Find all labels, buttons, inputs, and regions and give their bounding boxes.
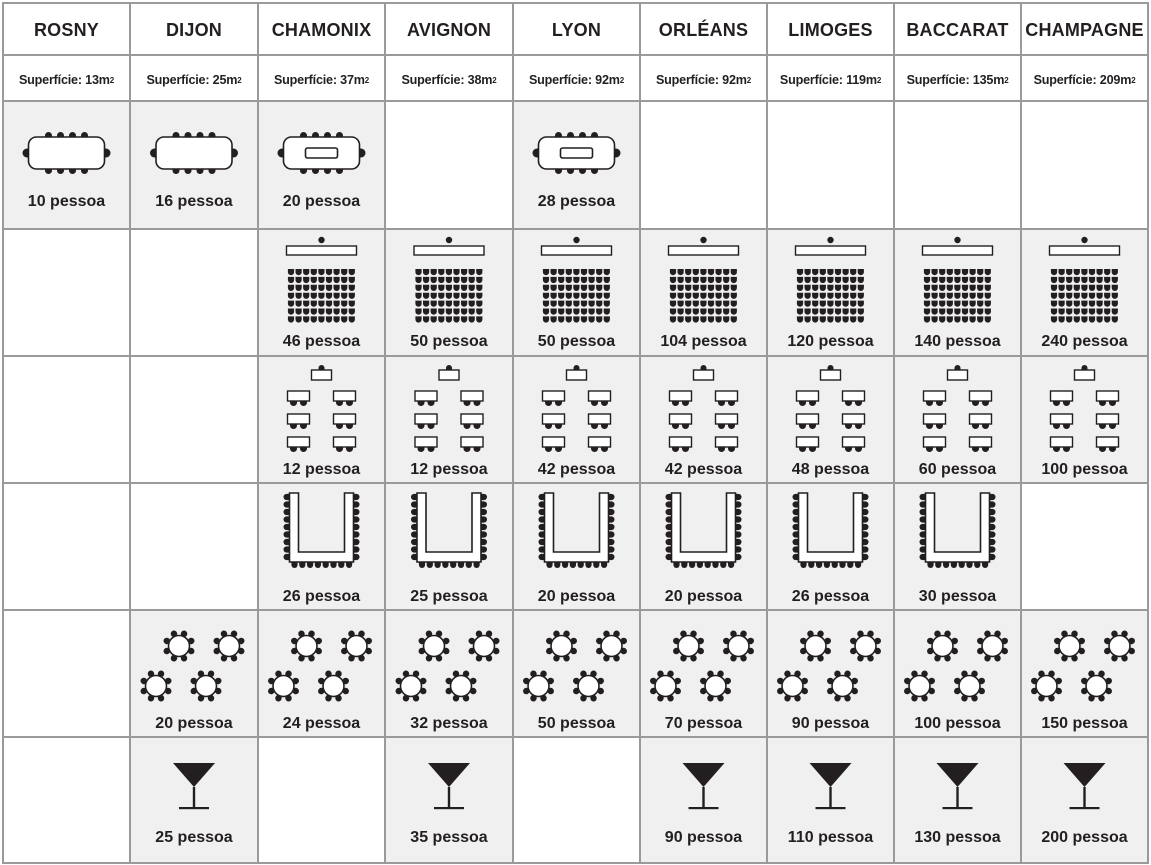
- capacity-unit: pessoa: [305, 193, 361, 210]
- surface-unit: m: [1120, 73, 1132, 87]
- layout-cell-cocktail: [894, 737, 1021, 863]
- capacity-label: [767, 715, 894, 733]
- room-name: AVIGNON: [406, 19, 492, 40]
- capacity-unit: pessoa: [1072, 461, 1128, 478]
- layout-cell-boardroom: [894, 101, 1021, 229]
- layout-cell-banquet: [1021, 610, 1148, 737]
- layout-cell-theatre: [130, 229, 258, 356]
- capacity-unit: pessoa: [945, 333, 1001, 350]
- capacity-unit: pessoa: [305, 333, 361, 350]
- surface-label: Superfície:: [528, 73, 592, 87]
- surface-label: Superfície:: [18, 73, 82, 87]
- room-surface: [767, 57, 894, 103]
- surface-value: 92: [722, 73, 736, 87]
- surface-value: 25: [212, 73, 227, 87]
- layout-cell-cocktail: [3, 737, 130, 863]
- capacity-unit: pessoa: [177, 829, 233, 846]
- grid-line-horizontal: [2, 736, 1149, 738]
- surface-label: Superfície:: [1033, 73, 1097, 87]
- layout-cell-theatre: [258, 229, 385, 356]
- room-name: BACCARAT: [906, 19, 1009, 40]
- layout-cell-banquet: [513, 610, 640, 737]
- capacity-label: [1021, 829, 1148, 847]
- room-header-limoges: [767, 3, 894, 101]
- surface-unit-exponent: 2: [746, 75, 752, 85]
- capacity-label: [385, 461, 513, 479]
- capacity-label: [640, 461, 767, 479]
- capacity-value: 20: [282, 193, 301, 210]
- capacity-label: [513, 193, 640, 211]
- capacity-unit: pessoa: [1072, 829, 1128, 846]
- capacity-label: [385, 588, 513, 606]
- layout-cell-u-shape: [385, 483, 513, 610]
- capacity-value: 110: [787, 829, 814, 846]
- capacity-value: 20: [155, 715, 174, 732]
- layout-cell-boardroom: [767, 101, 894, 229]
- layout-cell-theatre: [385, 229, 513, 356]
- layout-cell-u-shape: [767, 483, 894, 610]
- layout-cell-cocktail: [513, 737, 640, 863]
- capacity-value: 90: [791, 715, 810, 732]
- layout-cell-boardroom: [3, 101, 130, 229]
- capacity-unit: pessoa: [814, 461, 870, 478]
- layout-cell-banquet: [767, 610, 894, 737]
- room-header-rosny: [3, 3, 130, 101]
- surface-unit: m: [226, 73, 238, 87]
- layout-cell-classroom: [894, 356, 1021, 483]
- grid-line-vertical: [2, 2, 4, 864]
- surface-value: 119: [846, 73, 866, 87]
- layout-cell-u-shape: [130, 483, 258, 610]
- capacity-label: [513, 333, 640, 351]
- capacity-unit: pessoa: [560, 333, 616, 350]
- surface-unit: m: [481, 73, 493, 87]
- capacity-value: 24: [282, 715, 301, 732]
- surface-value: 92: [595, 73, 609, 87]
- capacity-value: 25: [155, 829, 174, 846]
- grid-line-horizontal: [2, 100, 1149, 102]
- surface-value: 209: [1099, 73, 1121, 87]
- capacity-unit: pessoa: [432, 333, 488, 350]
- capacity-label: [894, 715, 1021, 733]
- capacity-label: [894, 588, 1021, 606]
- surface-value: 135: [972, 73, 994, 87]
- grid-line-vertical: [512, 2, 514, 864]
- room-surface: [1021, 57, 1148, 103]
- capacity-value: 28: [537, 193, 556, 210]
- layout-cell-banquet: [130, 610, 258, 737]
- capacity-value: 42: [664, 461, 683, 478]
- capacity-label: [767, 588, 894, 606]
- layout-cell-classroom: [258, 356, 385, 483]
- room-header-dijon: [130, 3, 258, 101]
- capacity-label: [258, 715, 385, 733]
- capacity-label: [385, 333, 513, 351]
- layout-cell-banquet: [894, 610, 1021, 737]
- room-name: CHAMPAGNE: [1025, 19, 1144, 40]
- layout-cell-u-shape: [3, 483, 130, 610]
- capacity-value: 35: [410, 829, 429, 846]
- room-name: ROSNY: [33, 19, 99, 40]
- capacity-label: [3, 193, 130, 211]
- capacity-value: 100: [1041, 461, 1069, 478]
- capacity-unit: pessoa: [814, 588, 870, 605]
- capacity-unit: pessoa: [50, 193, 106, 210]
- capacity-unit: pessoa: [941, 588, 997, 605]
- capacity-value: 48: [791, 461, 810, 478]
- capacity-label: [130, 715, 258, 733]
- capacity-label: [640, 588, 767, 606]
- capacity-unit: pessoa: [432, 588, 488, 605]
- surface-unit: m: [608, 73, 620, 87]
- capacity-label: [640, 829, 767, 847]
- capacity-value: 60: [918, 461, 937, 478]
- room-surface: [258, 57, 385, 103]
- capacity-unit: pessoa: [687, 715, 743, 732]
- surface-unit-exponent: 2: [237, 75, 242, 85]
- capacity-unit: pessoa: [818, 829, 874, 846]
- surface-value: 13: [85, 73, 99, 87]
- capacity-value: 130: [914, 829, 942, 846]
- capacity-value: 10: [27, 193, 46, 210]
- layout-cell-u-shape: [640, 483, 767, 610]
- room-surface: [130, 57, 258, 103]
- capacity-value: 26: [791, 588, 810, 605]
- grid-line-vertical: [1147, 2, 1149, 864]
- capacity-unit: pessoa: [1072, 715, 1128, 732]
- capacity-unit: pessoa: [691, 333, 747, 350]
- grid-line-vertical: [384, 2, 386, 864]
- capacity-label: [130, 829, 258, 847]
- grid-line-horizontal: [2, 609, 1149, 611]
- capacity-value: 70: [664, 715, 683, 732]
- layout-cell-classroom: [1021, 356, 1148, 483]
- layout-cell-boardroom: [385, 101, 513, 229]
- layout-cell-classroom: [385, 356, 513, 483]
- grid-line-horizontal: [2, 228, 1149, 230]
- capacity-value: 90: [664, 829, 683, 846]
- capacity-label: [513, 588, 640, 606]
- capacity-unit: pessoa: [687, 461, 743, 478]
- capacity-label: [640, 333, 767, 351]
- capacity-label: [767, 829, 894, 847]
- layout-cell-u-shape: [258, 483, 385, 610]
- layout-cell-classroom: [640, 356, 767, 483]
- surface-unit-exponent: 2: [364, 75, 370, 85]
- layout-cell-boardroom: [640, 101, 767, 229]
- surface-label: Superfície:: [655, 73, 719, 87]
- capacity-label: [130, 193, 258, 211]
- grid-line-horizontal: [2, 54, 1149, 56]
- capacity-unit: pessoa: [560, 588, 616, 605]
- capacity-value: 12: [282, 461, 301, 478]
- capacity-unit: pessoa: [560, 461, 616, 478]
- grid-line-vertical: [639, 2, 641, 864]
- capacity-label: [1021, 461, 1148, 479]
- capacity-value: 140: [914, 333, 942, 350]
- capacity-label: [1021, 715, 1148, 733]
- capacity-unit: pessoa: [177, 193, 233, 210]
- room-name: LYON: [551, 19, 602, 40]
- surface-label: Superfície:: [273, 73, 337, 87]
- capacity-value: 104: [660, 333, 688, 350]
- surface-unit-exponent: 2: [1004, 75, 1009, 85]
- room-header-baccarat: [894, 3, 1021, 101]
- room-name: CHAMONIX: [271, 19, 372, 40]
- capacity-label: [894, 461, 1021, 479]
- layout-cell-boardroom: [1021, 101, 1148, 229]
- layout-cell-theatre: [640, 229, 767, 356]
- capacity-value: 100: [914, 715, 942, 732]
- layout-cell-cocktail: [385, 737, 513, 863]
- grid-line-vertical: [766, 2, 768, 864]
- layout-cell-u-shape: [513, 483, 640, 610]
- capacity-unit: pessoa: [814, 715, 870, 732]
- room-name: ORLÉANS: [658, 19, 749, 40]
- grid-line-horizontal: [2, 355, 1149, 357]
- layout-cell-banquet: [640, 610, 767, 737]
- room-header-chamonix: [258, 3, 385, 101]
- capacity-unit: pessoa: [1072, 333, 1128, 350]
- capacity-label: [258, 461, 385, 479]
- capacity-label: [385, 829, 513, 847]
- capacity-label: [258, 333, 385, 351]
- layout-cell-theatre: [767, 229, 894, 356]
- capacity-value: 30: [918, 588, 937, 605]
- layout-cell-theatre: [3, 229, 130, 356]
- layout-cell-banquet: [3, 610, 130, 737]
- surface-unit: m: [353, 73, 365, 87]
- capacity-value: 16: [155, 193, 174, 210]
- capacity-label: [258, 588, 385, 606]
- capacity-value: 200: [1041, 829, 1069, 846]
- capacity-unit: pessoa: [432, 715, 488, 732]
- capacity-unit: pessoa: [818, 333, 874, 350]
- grid-line-horizontal: [2, 862, 1149, 864]
- layout-cell-boardroom: [258, 101, 385, 229]
- capacity-value: 50: [537, 715, 556, 732]
- capacity-unit: pessoa: [432, 829, 488, 846]
- layout-cell-theatre: [1021, 229, 1148, 356]
- capacity-value: 120: [787, 333, 815, 350]
- layout-cell-u-shape: [1021, 483, 1148, 610]
- room-surface: [385, 57, 513, 103]
- capacity-unit: pessoa: [560, 193, 616, 210]
- capacity-value: 20: [537, 588, 556, 605]
- capacity-label: [385, 715, 513, 733]
- capacity-label: [767, 461, 894, 479]
- room-surface: [513, 57, 640, 103]
- capacity-value: 46: [282, 333, 301, 350]
- capacity-unit: pessoa: [945, 829, 1001, 846]
- layout-cell-classroom: [3, 356, 130, 483]
- capacity-label: [894, 333, 1021, 351]
- surface-unit-exponent: 2: [492, 75, 497, 85]
- layout-cell-classroom: [513, 356, 640, 483]
- surface-unit-exponent: 2: [1131, 75, 1136, 85]
- capacity-unit: pessoa: [941, 461, 997, 478]
- capacity-label: [513, 461, 640, 479]
- capacity-label: [767, 333, 894, 351]
- capacity-value: 50: [537, 333, 556, 350]
- room-name: DIJON: [165, 19, 222, 40]
- capacity-unit: pessoa: [945, 715, 1001, 732]
- surface-label: Superfície:: [779, 73, 843, 87]
- grid-line-vertical: [129, 2, 131, 864]
- capacity-label: [640, 715, 767, 733]
- surface-value: 37: [340, 73, 354, 87]
- layout-cell-cocktail: [130, 737, 258, 863]
- capacity-label: [258, 193, 385, 211]
- capacity-unit: pessoa: [305, 588, 361, 605]
- room-header-lyon: [513, 3, 640, 101]
- layout-cell-theatre: [513, 229, 640, 356]
- grid-line-horizontal: [2, 2, 1149, 4]
- room-surface: [894, 57, 1021, 103]
- surface-value: 38: [467, 73, 482, 87]
- capacity-label: [1021, 333, 1148, 351]
- capacity-value: 25: [410, 588, 429, 605]
- layout-cell-cocktail: [258, 737, 385, 863]
- capacity-value: 26: [282, 588, 301, 605]
- capacity-unit: pessoa: [305, 461, 361, 478]
- capacity-unit: pessoa: [432, 461, 488, 478]
- grid-line-vertical: [1020, 2, 1022, 864]
- capacity-unit: pessoa: [687, 829, 743, 846]
- room-surface: [640, 57, 767, 103]
- capacity-unit: pessoa: [687, 588, 743, 605]
- surface-unit: m: [98, 73, 110, 87]
- layout-cell-classroom: [767, 356, 894, 483]
- capacity-value: 20: [664, 588, 683, 605]
- room-header-avignon: [385, 3, 513, 101]
- layout-cell-boardroom: [513, 101, 640, 229]
- grid-line-horizontal: [2, 482, 1149, 484]
- room-header-orléans: [640, 3, 767, 101]
- capacity-label: [894, 829, 1021, 847]
- capacity-value: 240: [1041, 333, 1069, 350]
- layout-cell-theatre: [894, 229, 1021, 356]
- layout-cell-cocktail: [1021, 737, 1148, 863]
- layout-cell-u-shape: [894, 483, 1021, 610]
- layout-cell-cocktail: [640, 737, 767, 863]
- layout-cell-boardroom: [130, 101, 258, 229]
- capacity-value: 150: [1041, 715, 1069, 732]
- capacity-value: 12: [410, 461, 429, 478]
- capacity-label: [513, 715, 640, 733]
- surface-label: Superfície:: [906, 73, 970, 87]
- room-header-champagne: [1021, 3, 1148, 101]
- grid-line-vertical: [893, 2, 895, 864]
- surface-label: Superfície:: [146, 73, 210, 87]
- room-surface: [3, 57, 130, 103]
- surface-unit: m: [735, 73, 747, 87]
- capacity-value: 42: [537, 461, 556, 478]
- capacity-value: 32: [410, 715, 429, 732]
- layout-cell-classroom: [130, 356, 258, 483]
- layout-cell-cocktail: [767, 737, 894, 863]
- room-name: LIMOGES: [788, 19, 873, 40]
- layout-cell-banquet: [385, 610, 513, 737]
- layout-cell-banquet: [258, 610, 385, 737]
- surface-unit-exponent: 2: [109, 75, 115, 85]
- capacity-value: 50: [410, 333, 429, 350]
- surface-unit: m: [993, 73, 1005, 87]
- surface-unit: m: [865, 73, 877, 87]
- surface-unit-exponent: 2: [619, 75, 625, 85]
- grid-line-vertical: [257, 2, 259, 864]
- capacity-unit: pessoa: [560, 715, 616, 732]
- capacity-unit: pessoa: [177, 715, 233, 732]
- capacity-unit: pessoa: [305, 715, 361, 732]
- surface-label: Superfície:: [401, 73, 465, 87]
- surface-unit-exponent: 2: [876, 75, 882, 85]
